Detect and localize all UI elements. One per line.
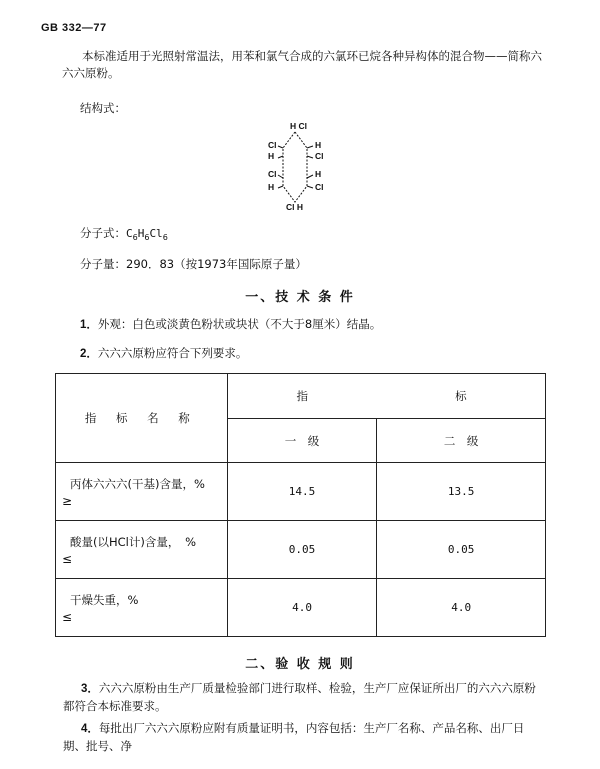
rule-4-text: 每批出厂六六六原粉应附有质量证明书，内容包括：生产厂名称、产品名称、出厂日期、批号、净 <box>63 721 525 753</box>
item-1-text: 外观：白色或淡黄色粉状或块状（不大于8厘米）结晶。 <box>97 317 382 331</box>
row-name: 干燥失重，% <box>70 592 139 607</box>
intro-paragraph: 本标准适用于光照射常温法，用苯和氯气合成的六氯环已烷各种异构体的混合物——简称六六六原粉。 <box>62 49 542 80</box>
rule-3-text: 六六六原粉由生产厂质量检验部门进行取样、检验，生产厂应保证所出厂的六六六原粉都符合本标准要求。 <box>63 681 536 713</box>
row-name-cell <box>56 579 228 637</box>
header-index-name: 指 标 名 称 <box>56 374 228 463</box>
section-title-technical: 一、技 术 条 件 <box>245 290 355 305</box>
row-name: 丙体六六六(干基)含量，% <box>70 476 205 491</box>
standard-code: GB 332—77 <box>41 22 107 34</box>
table-row <box>56 521 546 579</box>
section-title-acceptance: 二、验 收 规 则 <box>245 657 355 672</box>
atom-top: H Cl <box>290 121 307 131</box>
row-grade-2-value: 4.0 <box>377 579 546 637</box>
rule-3 <box>63 680 547 715</box>
table-row <box>56 579 546 637</box>
row-grade-2-value: 13.5 <box>377 463 546 521</box>
specification-table <box>55 373 546 637</box>
row-grade-1-value: 0.05 <box>227 521 377 579</box>
formula-cl: Cl <box>149 227 163 240</box>
item-2 <box>80 345 247 363</box>
formula-cl-sub: 6 <box>162 233 168 242</box>
row-comparator: ≥ <box>62 493 73 508</box>
formula-c: C <box>126 227 133 240</box>
rule-4-number: 4． <box>81 723 99 735</box>
row-name-cell <box>56 521 228 579</box>
item-2-text: 六六六原粉应符合下列要求。 <box>97 346 248 360</box>
molecular-mass: 分子量：290．83（按1973年国际原子量） <box>80 257 307 271</box>
atom-r3-right: H <box>315 169 322 179</box>
atom-r4-right: Cl <box>315 182 324 192</box>
header-grade-1: 一 级 <box>227 419 377 463</box>
item-1-number: 1． <box>80 319 98 331</box>
row-name: 酸量(以HCl计)含量， % <box>70 534 197 549</box>
row-comparator: ≤ <box>62 551 73 566</box>
formula-h-sub: 6 <box>144 233 150 242</box>
atom-r2-left: H <box>268 151 275 161</box>
ring-bonds <box>278 132 313 202</box>
atom-r1-left: Cl <box>268 140 277 150</box>
atom-r3-left: Cl <box>268 169 277 179</box>
row-name-cell <box>56 463 228 521</box>
formula-label: 分子式： <box>80 226 126 240</box>
atom-r1-right: H <box>315 140 322 150</box>
structure-label: 结构式： <box>80 101 126 115</box>
item-2-number: 2． <box>80 348 98 360</box>
rule-4 <box>63 720 547 755</box>
molecular-formula <box>80 225 168 246</box>
formula-c-sub: 6 <box>132 233 138 242</box>
row-comparator: ≤ <box>62 609 73 624</box>
header-index-right: 标 <box>377 374 546 419</box>
atom-r2-right: Cl <box>315 151 324 161</box>
row-grade-2-value: 0.05 <box>377 521 546 579</box>
header-grade-2: 二 级 <box>377 419 546 463</box>
row-grade-1-value: 14.5 <box>227 463 377 521</box>
atom-r4-left: H <box>268 182 275 192</box>
rule-3-number: 3． <box>81 683 99 695</box>
formula-h: H <box>137 227 145 240</box>
structural-formula-diagram <box>264 118 344 218</box>
item-1 <box>80 316 381 334</box>
table-row <box>56 463 546 521</box>
row-grade-1-value: 4.0 <box>227 579 377 637</box>
header-index-left: 指 <box>227 374 377 419</box>
atom-bottom: Cl H <box>286 202 303 212</box>
